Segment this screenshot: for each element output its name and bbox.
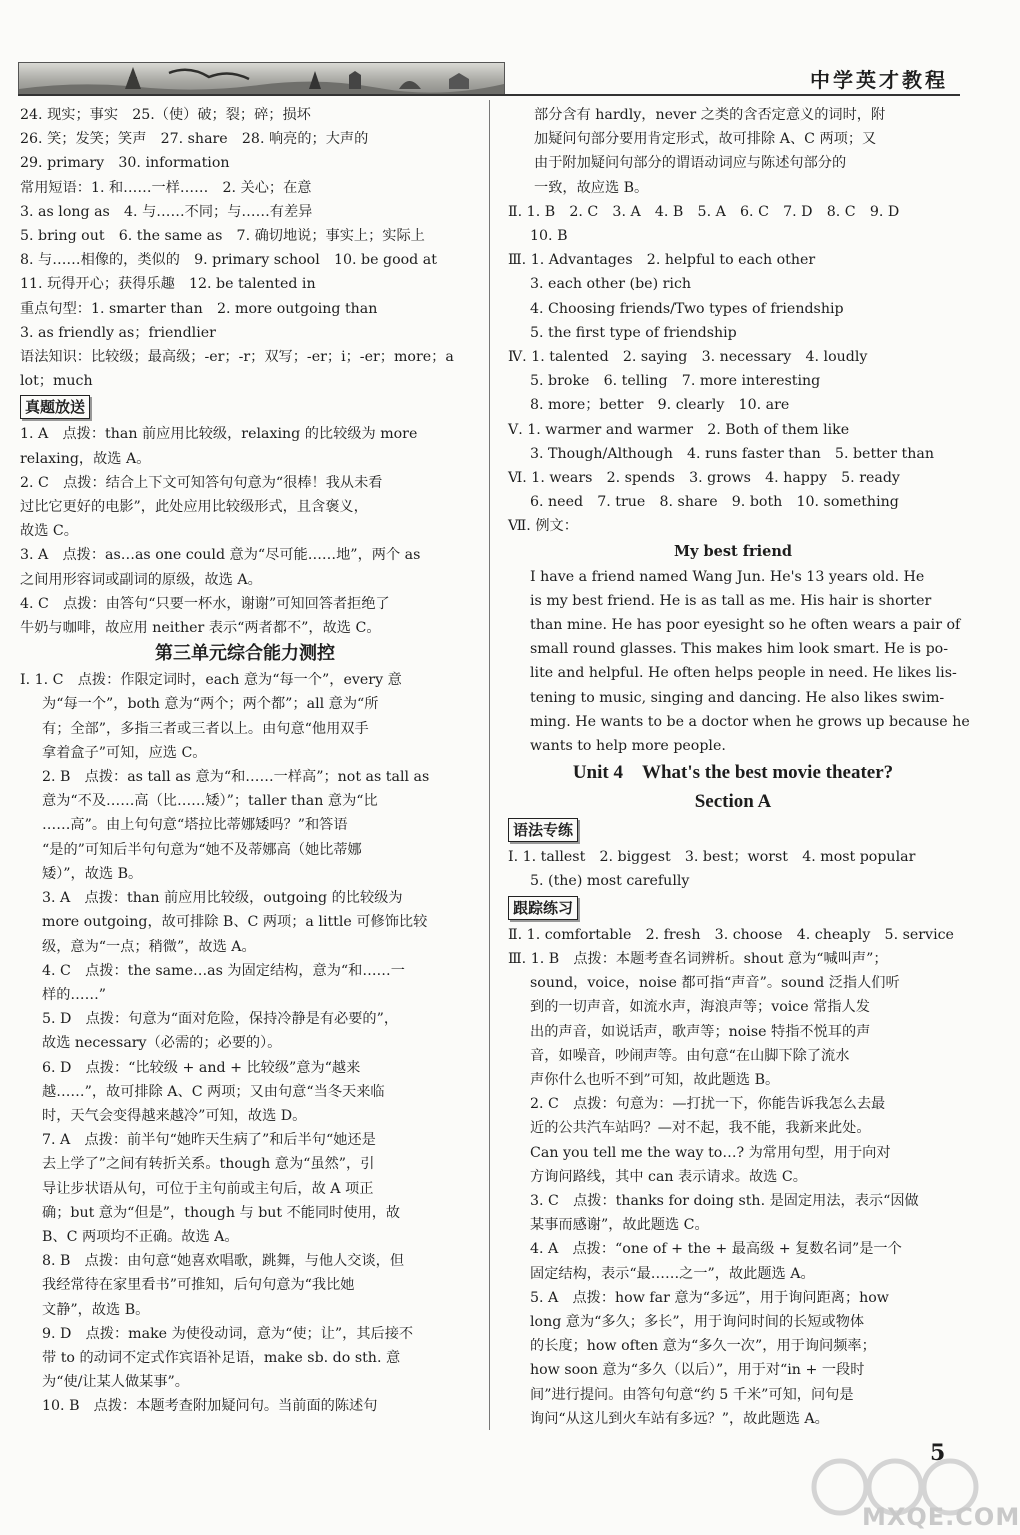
essay-title: My best friend <box>673 542 793 560</box>
answer-line: Ⅵ. 1. wears 2. spends 3. grows 4. happy 5. ready <box>508 470 900 487</box>
grammar-answers <box>508 845 958 893</box>
answer-line: 3. A 点拨：as…as one could 意为“尽可能……地”，两个 as <box>20 547 421 564</box>
essay-line: tening to music, singing and dancing. He also likes swim- <box>530 689 945 706</box>
answer-line: how soon 意为“多久（以后）”，用于对“in + 一段时 <box>530 1362 865 1379</box>
answer-line: 越……”，故可排除 A、C 两项；又由句意“当冬天来临 <box>42 1083 385 1100</box>
answer-line: 确；but 意为“但是”，though 与 but 不能同时使用，故 <box>42 1204 401 1221</box>
answer-line: 3. A 点拨：than 前应用比较级，outgoing 的比较级为 <box>42 890 403 907</box>
answer-line: 意为“不及……高（比……矮）”；taller than 意为“比 <box>42 793 378 810</box>
phrase-line: 3. as long as 4. 与……不同；与……有差异 <box>20 203 313 220</box>
essay-line: small round glasses. This makes him look smart. He is po- <box>530 641 949 658</box>
answer-line: 3. each other (be) rich <box>530 276 692 293</box>
answer-line: 时，天气会变得越来越冷”可知，故选 D。 <box>42 1107 307 1124</box>
answer-line: more outgoing，故可排除 B、C 两项；a little 可修饰比较 <box>42 914 428 931</box>
answer-line: 4. C 点拨：由答句“只要一杯水，谢谢”可知回答者拒绝了 <box>20 595 390 612</box>
grammar-list <box>20 345 470 393</box>
answer-line: Ⅱ. 1. B 2. C 3. A 4. B 5. A 6. C 7. D 8. C 9. D <box>508 203 900 220</box>
grammar-line: 语法知识：比较级；最高级；-er；-r；双写；-er；i；-er；more；a <box>20 349 454 366</box>
answer-line: 为“每一个”，both 意为“两个；两个都”；all 意为“所 <box>42 696 379 713</box>
section-a-title: Section A <box>694 791 772 813</box>
essay-line: than mine. He has poor eyesight so he often wears a pair of <box>530 617 961 634</box>
column-divider <box>489 100 490 1430</box>
answers-list <box>508 200 958 539</box>
answer-line: 5. A 点拨：how far 意为“多远”，用于询问距离；how <box>530 1289 889 1306</box>
answer-line: B、C 两项均不正确。故选 A。 <box>42 1228 239 1245</box>
answer-line: 我经常待在家里看书”可推知，后句句意为“我比她 <box>42 1277 355 1294</box>
sentences-list <box>20 297 470 345</box>
answer-line: Ⅲ. 1. B 点拨：本题考查名词辨析。shout 意为“喊叫声”； <box>508 950 888 967</box>
answer-line: 故选 C。 <box>20 523 78 540</box>
book-title: 中学英才教程 <box>810 68 948 92</box>
vocab-line: 29. primary 30. information <box>20 155 230 172</box>
sentence-line: 重点句型：1. smarter than 2. more outgoing than <box>20 300 378 317</box>
essay-line: is my best friend. He is as tall as me. His hair is shorter <box>530 592 932 609</box>
answer-line: 5. D 点拨：句意为“面对危险，保持冷静是有必要的”， <box>42 1011 399 1028</box>
answer-line: Ⅰ. 1. tallest 2. biggest 3. best；worst 4. most popular <box>508 849 916 866</box>
grammar-line: lot；much <box>20 373 93 390</box>
answer-line: 2. C 点拨：结合上下文可知答句句意为“很棒！我从未看 <box>20 474 383 491</box>
phrase-line: 11. 玩得开心；获得乐趣 12. be talented in <box>20 276 316 293</box>
vocab-line: 24. 现实；事实 25.（使）破；裂；碎；损坏 <box>20 107 311 123</box>
answer-line: 出的声音，如说话声，歌声等；noise 特指不悦耳的声 <box>530 1023 871 1040</box>
watermark-text: MXQE.COM <box>862 1503 1020 1531</box>
unit-title: Unit 4 What's the best movie theater? <box>572 762 894 784</box>
essay-line: ming. He wants to be a doctor when he grows up because he <box>530 713 970 730</box>
answer-line: 间”进行提问。由答句句意“约 5 千米”可知，问句是 <box>530 1386 854 1403</box>
essay-line: wants to help more people. <box>530 738 726 755</box>
phrase-line: 8. 与……相像的，类似的 9. primary school 10. be good at <box>20 252 437 269</box>
page-number: 5 <box>930 1440 946 1466</box>
answer-line: 为“使/让某人做某事”。 <box>42 1374 189 1391</box>
phrases-list <box>20 176 470 297</box>
answer-line: 导让步状语从句，可位于主句前或主句后，故 A 项正 <box>42 1180 374 1197</box>
section-tag-zhenti: 真题放送 <box>20 395 90 419</box>
answer-line: Ⅴ. 1. warmer and warmer 2. Both of them like <box>508 421 850 438</box>
answer-line: 某事而感谢”，故此题选 C。 <box>530 1217 709 1234</box>
answer-line: 有；全部”，多指三者或三者以上。由句意“他用双手 <box>42 720 369 737</box>
answer-line: ……高”。由上句句意“塔拉比蒂娜矮吗？”和答语 <box>42 817 348 834</box>
essay-line: lite and helpful. He often helps people in need. He likes lis- <box>530 665 957 682</box>
answer-line: 到的一切声音，如流水声，海浪声等；voice 常指人发 <box>530 999 870 1016</box>
answer-line: 近的公共汽车站吗？—对不起，我不能，我新来此处。 <box>530 1120 871 1137</box>
vocab-list <box>20 103 470 176</box>
answer-line: 5. the first type of friendship <box>530 324 737 341</box>
answer-line: 5. broke 6. telling 7. more interesting <box>530 373 821 390</box>
phrase-line: 常用短语：1. 和……一样…… 2. 关心；在意 <box>20 179 312 196</box>
answer-line: relaxing，故选 A。 <box>20 450 151 467</box>
answer-line: 拿着盒子”可知，应选 C。 <box>42 744 207 761</box>
answer-line: 音，如噪音，吵闹声等。由句意“在山脚下除了流水 <box>530 1047 850 1064</box>
essay-body <box>508 565 970 759</box>
answer-line: 矮）”，故选 B。 <box>42 865 143 882</box>
header-rule <box>18 94 960 96</box>
answer-line: 3. Though/Although 4. runs faster than 5. better than <box>530 445 934 462</box>
answer-line: 6. need 7. true 8. share 9. both 10. something <box>530 494 899 511</box>
answer-line: Ⅱ. 1. comfortable 2. fresh 3. choose 4. cheaply 5. service <box>508 926 954 943</box>
answer-line: “是的”可知后半句句意为“她不及蒂娜高（她比蒂娜 <box>42 841 362 858</box>
answer-line: 2. B 点拨：as tall as 意为“和……一样高”；not as tall as <box>42 769 430 786</box>
answer-line: 10. B <box>530 228 568 245</box>
answer-line: 8. B 点拨：由句意“她喜欢唱歌，跳舞，与他人交谈，但 <box>42 1253 405 1270</box>
answer-line: Ⅶ. 例文： <box>508 518 578 535</box>
essay-line: I have a friend named Wang Jun. He's 13 years old. He <box>530 568 925 585</box>
answer-line: 之间用形容词或副词的原级，故选 A。 <box>20 571 262 588</box>
section-title: 第三单元综合能力测控 <box>155 643 335 665</box>
answer-line: 样的……” <box>42 986 107 1003</box>
vocab-line: 26. 笑；发笑；笑声 27. share 28. 响亮的；大声的 <box>20 131 369 148</box>
answer-line: 3. C 点拨：thanks for doing sth. 是固定用法，表示“因做 <box>530 1192 919 1209</box>
answer-line: 9. D 点拨：make 为使役动词，意为“使；让”，其后接不 <box>42 1325 414 1342</box>
continued-explanation <box>508 103 958 200</box>
answer-line: long 意为“多久；多长”，用于询问时间的长短或物体 <box>530 1313 865 1330</box>
answer-line: 过比它更好的电影”，此处应用比较级形式，且含褒义， <box>20 499 368 516</box>
answer-line: 牛奶与咖啡，故应用 neither 表示“两者都不”，故选 C。 <box>20 620 381 637</box>
answer-line: 4. C 点拨：the same…as 为固定结构，意为“和……一 <box>42 962 405 979</box>
answer-line: 声你什么也听不到”可知，故此题选 B。 <box>530 1071 780 1088</box>
answer-line: 2. C 点拨：句意为：—打扰一下，你能告诉我怎么去最 <box>530 1096 886 1113</box>
answer-line: 级，意为“一点；稍微”，故选 A。 <box>42 938 256 955</box>
answer-line: 带 to 的动词不定式作宾语补足语，make sb. do sth. 意 <box>42 1349 401 1366</box>
answer-line: 去上学了”之间有转折关系。though 意为“虽然”，引 <box>42 1156 375 1173</box>
text-line: 部分含有 hardly，never 之类的含否定意义的词时，附 <box>534 107 886 123</box>
answer-line: 10. B 点拨：本题考查附加疑问句。当前面的陈述句 <box>42 1398 378 1415</box>
answer-line: 7. A 点拨：前半句“她昨天生病了”和后半句“她还是 <box>42 1132 376 1149</box>
answer-line: 8. more；better 9. clearly 10. are <box>530 397 790 414</box>
answer-line: Ⅲ. 1. Advantages 2. helpful to each other <box>508 252 816 269</box>
answer-line: 方询问路线，其中 can 表示请求。故选 C。 <box>530 1168 807 1185</box>
answer-line: 1. A 点拨：than 前应用比较级，relaxing 的比较级为 more <box>20 426 418 443</box>
answer-line: Ⅳ. 1. talented 2. saying 3. necessary 4. loudly <box>508 349 868 366</box>
left-column <box>20 103 470 1419</box>
answer-line: Can you tell me the way to…? 为常用句型，用于向对 <box>530 1144 891 1161</box>
answer-line: 4. Choosing friends/Two types of friendship <box>530 300 844 317</box>
sentence-line: 3. as friendly as；friendlier <box>20 324 216 341</box>
tracking-answers <box>508 923 958 1431</box>
answer-line: 文静”，故选 B。 <box>42 1301 150 1318</box>
text-line: 加疑问句部分要用肯定形式，故可排除 A、C 两项；又 <box>534 131 877 148</box>
answer-line: 6. D 点拨：“比较级 + and + 比较级”意为“越来 <box>42 1059 361 1076</box>
answer-line: Ⅰ. 1. C 点拨：作限定词时，each 意为“每一个”，every 意 <box>20 672 402 689</box>
right-column <box>508 103 970 1431</box>
answer-line: sound，voice，noise 都可指“声音”。sound 泛指人们听 <box>530 975 900 992</box>
text-line: 由于附加疑问句部分的谓语动词应与陈述句部分的 <box>534 155 847 172</box>
answer-line: 的长度；how often 意为“多久一次”，用于询问频率； <box>530 1338 876 1355</box>
answer-line: 固定结构，表示“最……之一”，故此题选 A。 <box>530 1265 815 1282</box>
unit-test-answers <box>20 668 470 1418</box>
text-line: 一致，故应选 B。 <box>534 179 649 196</box>
zhenti-answers <box>20 422 470 640</box>
phrase-line: 5. bring out 6. the same as 7. 确切地说；事实上；实际上 <box>20 228 425 245</box>
section-tag-grammar: 语法专练 <box>508 818 578 842</box>
answer-line: 4. A 点拨：“one of + the + 最高级 + 复数名词”是一个 <box>530 1241 902 1258</box>
header-banner-image <box>18 62 505 96</box>
answer-line: 询问“从这儿到火车站有多远？”，故此题选 A。 <box>530 1410 829 1427</box>
answer-line: 故选 necessary（必需的；必要的）。 <box>42 1035 282 1052</box>
section-tag-tracking: 跟踪练习 <box>508 896 578 920</box>
answer-line: 5. (the) most carefully <box>530 873 690 890</box>
